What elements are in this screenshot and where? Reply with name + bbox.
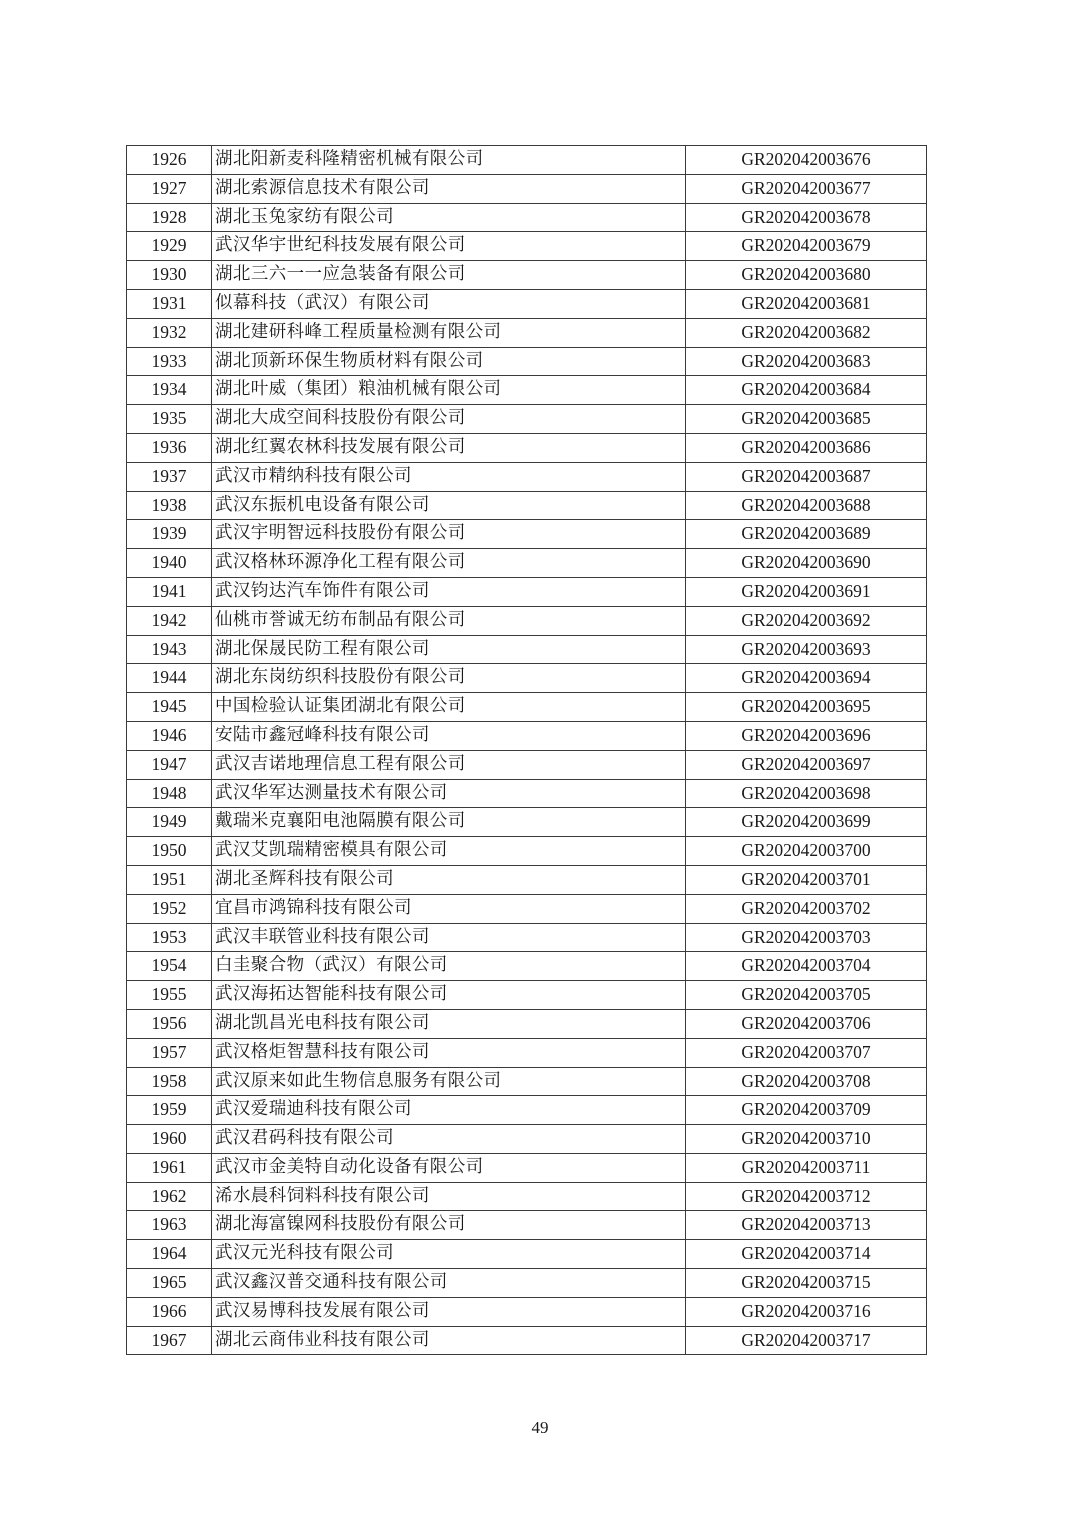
company-name-cell: 武汉市金美特自动化设备有限公司 <box>212 1153 686 1182</box>
row-number-cell: 1935 <box>127 405 212 434</box>
company-name-cell: 武汉华宇世纪科技发展有限公司 <box>212 232 686 261</box>
row-number-cell: 1947 <box>127 750 212 779</box>
certificate-code-cell: GR202042003700 <box>686 837 927 866</box>
row-number-cell: 1949 <box>127 808 212 837</box>
certificate-code-cell: GR202042003713 <box>686 1211 927 1240</box>
certificate-code-cell: GR202042003688 <box>686 491 927 520</box>
table-row <box>127 750 927 779</box>
company-name-cell: 武汉华军达测量技术有限公司 <box>212 779 686 808</box>
table-body <box>127 146 927 1355</box>
row-number-cell: 1950 <box>127 837 212 866</box>
certificate-code-cell: GR202042003704 <box>686 952 927 981</box>
certificate-code-cell: GR202042003689 <box>686 520 927 549</box>
row-number-cell: 1937 <box>127 462 212 491</box>
row-number-cell: 1962 <box>127 1182 212 1211</box>
table-row <box>127 1326 927 1355</box>
company-name-cell: 武汉市精纳科技有限公司 <box>212 462 686 491</box>
table-row <box>127 520 927 549</box>
company-name-cell: 武汉格林环源净化工程有限公司 <box>212 549 686 578</box>
row-number-cell: 1967 <box>127 1326 212 1355</box>
row-number-cell: 1956 <box>127 1009 212 1038</box>
company-name-cell: 湖北建研科峰工程质量检测有限公司 <box>212 318 686 347</box>
certificate-code-cell: GR202042003711 <box>686 1153 927 1182</box>
company-name-cell: 湖北东岗纺织科技股份有限公司 <box>212 664 686 693</box>
company-name-cell: 武汉艾凯瑞精密模具有限公司 <box>212 837 686 866</box>
table-row <box>127 721 927 750</box>
table-row <box>127 808 927 837</box>
table-row <box>127 405 927 434</box>
table-row <box>127 318 927 347</box>
table-row <box>127 261 927 290</box>
certificate-code-cell: GR202042003712 <box>686 1182 927 1211</box>
table-row <box>127 549 927 578</box>
company-name-cell: 浠水晨科饲料科技有限公司 <box>212 1182 686 1211</box>
company-name-cell: 白圭聚合物（武汉）有限公司 <box>212 952 686 981</box>
row-number-cell: 1966 <box>127 1297 212 1326</box>
certificate-code-cell: GR202042003677 <box>686 174 927 203</box>
company-name-cell: 武汉君码科技有限公司 <box>212 1125 686 1154</box>
company-name-cell: 武汉宇明智远科技股份有限公司 <box>212 520 686 549</box>
row-number-cell: 1931 <box>127 289 212 318</box>
company-name-cell: 戴瑞米克襄阳电池隔膜有限公司 <box>212 808 686 837</box>
company-name-cell: 湖北阳新麦科隆精密机械有限公司 <box>212 146 686 175</box>
row-number-cell: 1940 <box>127 549 212 578</box>
table-row <box>127 1182 927 1211</box>
row-number-cell: 1946 <box>127 721 212 750</box>
company-name-cell: 武汉格炬智慧科技有限公司 <box>212 1038 686 1067</box>
table-row <box>127 1096 927 1125</box>
table-row <box>127 664 927 693</box>
table-row <box>127 1067 927 1096</box>
certificate-code-cell: GR202042003686 <box>686 433 927 462</box>
company-name-cell: 武汉海拓达智能科技有限公司 <box>212 981 686 1010</box>
table-row <box>127 433 927 462</box>
certificate-code-cell: GR202042003687 <box>686 462 927 491</box>
certificate-code-cell: GR202042003705 <box>686 981 927 1010</box>
table-row <box>127 146 927 175</box>
table-row <box>127 203 927 232</box>
certificate-code-cell: GR202042003692 <box>686 606 927 635</box>
row-number-cell: 1955 <box>127 981 212 1010</box>
row-number-cell: 1961 <box>127 1153 212 1182</box>
row-number-cell: 1959 <box>127 1096 212 1125</box>
row-number-cell: 1948 <box>127 779 212 808</box>
certificate-code-cell: GR202042003706 <box>686 1009 927 1038</box>
company-name-cell: 湖北索源信息技术有限公司 <box>212 174 686 203</box>
certificate-code-cell: GR202042003716 <box>686 1297 927 1326</box>
company-name-cell: 湖北保晟民防工程有限公司 <box>212 635 686 664</box>
certificate-code-cell: GR202042003702 <box>686 894 927 923</box>
certificate-code-cell: GR202042003715 <box>686 1269 927 1298</box>
certificate-code-cell: GR202042003680 <box>686 261 927 290</box>
company-name-cell: 湖北玉兔家纺有限公司 <box>212 203 686 232</box>
company-name-cell: 武汉吉诺地理信息工程有限公司 <box>212 750 686 779</box>
row-number-cell: 1960 <box>127 1125 212 1154</box>
table-row <box>127 1297 927 1326</box>
certificate-code-cell: GR202042003710 <box>686 1125 927 1154</box>
table-row <box>127 1153 927 1182</box>
company-name-cell: 湖北红翼农林科技发展有限公司 <box>212 433 686 462</box>
row-number-cell: 1926 <box>127 146 212 175</box>
row-number-cell: 1944 <box>127 664 212 693</box>
row-number-cell: 1930 <box>127 261 212 290</box>
table-row <box>127 865 927 894</box>
page-number: 49 <box>531 1418 549 1437</box>
certificate-code-cell: GR202042003709 <box>686 1096 927 1125</box>
row-number-cell: 1957 <box>127 1038 212 1067</box>
row-number-cell: 1928 <box>127 203 212 232</box>
company-name-cell: 武汉鑫汉普交通科技有限公司 <box>212 1269 686 1298</box>
company-name-cell: 似幕科技（武汉）有限公司 <box>212 289 686 318</box>
table-row <box>127 491 927 520</box>
row-number-cell: 1965 <box>127 1269 212 1298</box>
table-row <box>127 289 927 318</box>
certificate-code-cell: GR202042003695 <box>686 693 927 722</box>
company-name-cell: 湖北圣辉科技有限公司 <box>212 865 686 894</box>
certificate-code-cell: GR202042003684 <box>686 376 927 405</box>
certificate-code-cell: GR202042003703 <box>686 923 927 952</box>
company-name-cell: 湖北顶新环保生物质材料有限公司 <box>212 347 686 376</box>
certificate-code-cell: GR202042003678 <box>686 203 927 232</box>
table-row <box>127 894 927 923</box>
table-row <box>127 981 927 1010</box>
certificate-code-cell: GR202042003701 <box>686 865 927 894</box>
company-name-cell: 宜昌市鸿锦科技有限公司 <box>212 894 686 923</box>
certificate-code-cell: GR202042003717 <box>686 1326 927 1355</box>
table-row <box>127 837 927 866</box>
table-row <box>127 376 927 405</box>
certificate-code-cell: GR202042003697 <box>686 750 927 779</box>
table-row <box>127 462 927 491</box>
company-name-cell: 中国检验认证集团湖北有限公司 <box>212 693 686 722</box>
row-number-cell: 1941 <box>127 577 212 606</box>
row-number-cell: 1963 <box>127 1211 212 1240</box>
table-row <box>127 347 927 376</box>
certificate-code-cell: GR202042003681 <box>686 289 927 318</box>
company-name-cell: 武汉爱瑞迪科技有限公司 <box>212 1096 686 1125</box>
certificate-code-cell: GR202042003690 <box>686 549 927 578</box>
company-name-cell: 湖北大成空间科技股份有限公司 <box>212 405 686 434</box>
row-number-cell: 1953 <box>127 923 212 952</box>
certificate-code-cell: GR202042003685 <box>686 405 927 434</box>
certificate-code-cell: GR202042003683 <box>686 347 927 376</box>
certificate-code-cell: GR202042003696 <box>686 721 927 750</box>
certificate-code-cell: GR202042003676 <box>686 146 927 175</box>
certificate-code-cell: GR202042003708 <box>686 1067 927 1096</box>
company-name-cell: 武汉易博科技发展有限公司 <box>212 1297 686 1326</box>
company-name-cell: 武汉丰联管业科技有限公司 <box>212 923 686 952</box>
company-name-cell: 武汉原来如此生物信息服务有限公司 <box>212 1067 686 1096</box>
table-row <box>127 1009 927 1038</box>
company-name-cell: 武汉东振机电设备有限公司 <box>212 491 686 520</box>
table-row <box>127 1038 927 1067</box>
row-number-cell: 1964 <box>127 1240 212 1269</box>
table-row <box>127 693 927 722</box>
table-row <box>127 1125 927 1154</box>
table-row <box>127 952 927 981</box>
company-name-cell: 武汉元光科技有限公司 <box>212 1240 686 1269</box>
company-name-cell: 安陆市鑫冠峰科技有限公司 <box>212 721 686 750</box>
company-name-cell: 湖北海富镍网科技股份有限公司 <box>212 1211 686 1240</box>
certificate-code-cell: GR202042003679 <box>686 232 927 261</box>
company-name-cell: 湖北三六一一应急装备有限公司 <box>212 261 686 290</box>
row-number-cell: 1927 <box>127 174 212 203</box>
row-number-cell: 1934 <box>127 376 212 405</box>
table-row <box>127 577 927 606</box>
table-row <box>127 779 927 808</box>
row-number-cell: 1939 <box>127 520 212 549</box>
table-row <box>127 1269 927 1298</box>
certificate-code-cell: GR202042003694 <box>686 664 927 693</box>
row-number-cell: 1932 <box>127 318 212 347</box>
certificate-code-cell: GR202042003699 <box>686 808 927 837</box>
company-name-cell: 湖北云商伟业科技有限公司 <box>212 1326 686 1355</box>
certificate-code-cell: GR202042003698 <box>686 779 927 808</box>
row-number-cell: 1954 <box>127 952 212 981</box>
company-name-cell: 武汉钧达汽车饰件有限公司 <box>212 577 686 606</box>
certificate-code-cell: GR202042003714 <box>686 1240 927 1269</box>
company-certificate-table <box>126 145 927 1355</box>
row-number-cell: 1958 <box>127 1067 212 1096</box>
row-number-cell: 1951 <box>127 865 212 894</box>
table-row <box>127 635 927 664</box>
table-row <box>127 232 927 261</box>
company-name-cell: 湖北叶威（集团）粮油机械有限公司 <box>212 376 686 405</box>
row-number-cell: 1943 <box>127 635 212 664</box>
table-row <box>127 1240 927 1269</box>
table-row <box>127 174 927 203</box>
certificate-code-cell: GR202042003693 <box>686 635 927 664</box>
row-number-cell: 1952 <box>127 894 212 923</box>
table-row <box>127 606 927 635</box>
table-row <box>127 923 927 952</box>
company-name-cell: 湖北凯昌光电科技有限公司 <box>212 1009 686 1038</box>
row-number-cell: 1936 <box>127 433 212 462</box>
company-name-cell: 仙桃市誉诚无纺布制品有限公司 <box>212 606 686 635</box>
certificate-code-cell: GR202042003691 <box>686 577 927 606</box>
row-number-cell: 1938 <box>127 491 212 520</box>
table-row <box>127 1211 927 1240</box>
row-number-cell: 1929 <box>127 232 212 261</box>
certificate-code-cell: GR202042003682 <box>686 318 927 347</box>
certificate-code-cell: GR202042003707 <box>686 1038 927 1067</box>
row-number-cell: 1942 <box>127 606 212 635</box>
row-number-cell: 1933 <box>127 347 212 376</box>
row-number-cell: 1945 <box>127 693 212 722</box>
